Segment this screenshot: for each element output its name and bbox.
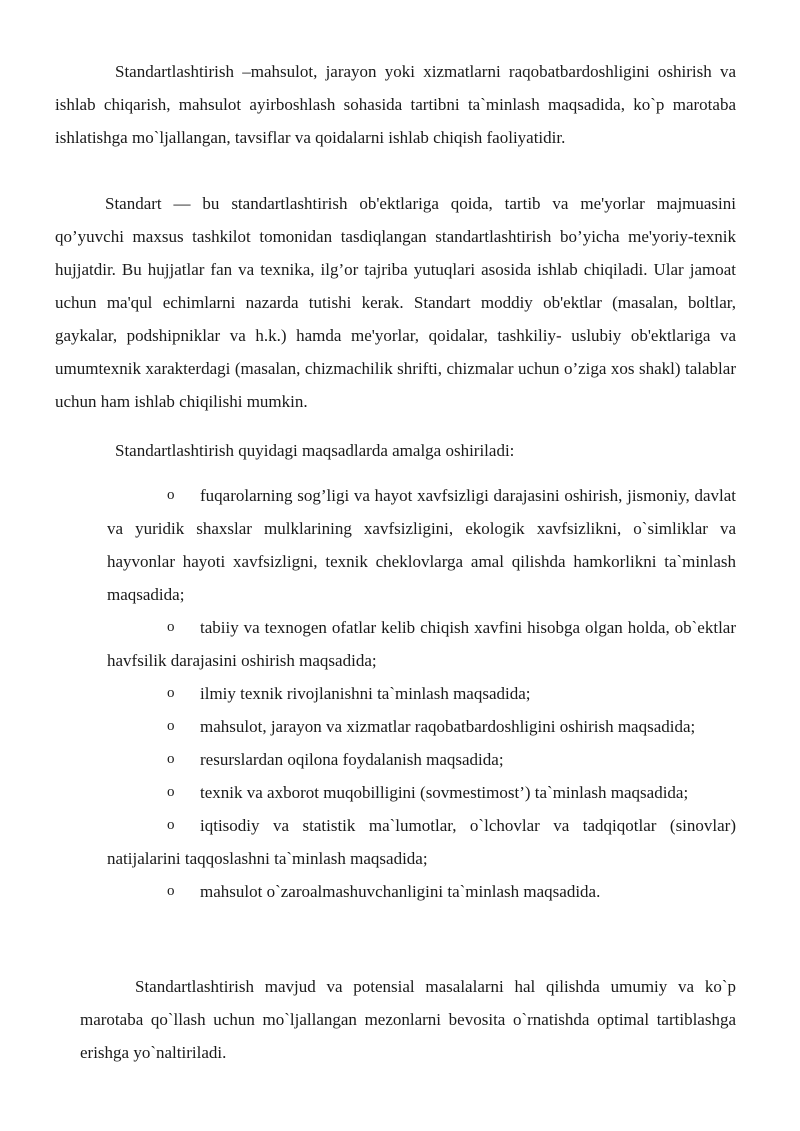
goals-intro: Standartlashtirish quyidagi maqsadlarda amalga oshiriladi: <box>115 441 515 460</box>
list-item-text: ilmiy texnik rivojlanishni ta`minlash maqsadida; <box>200 684 531 703</box>
list-item <box>107 875 736 908</box>
bullet-icon: o <box>167 685 175 701</box>
list-item-text: texnik va axborot muqobilligini (sovmestimost’) ta`minlash maqsadida; <box>200 783 689 802</box>
list-item <box>107 611 736 677</box>
list-item <box>107 809 736 875</box>
bullet-icon: o <box>167 487 175 503</box>
list-item-text: mahsulot o`zaroalmashuvchanligini ta`minlash maqsadida. <box>200 882 601 901</box>
bullet-icon: o <box>167 751 175 767</box>
list-item-text: iqtisodiy va statistik ma`lumotlar, o`lchovlar va tadqiqotlar (sinovlar) natijalarini taqqoslashni ta`minlash maqsadida; <box>107 816 736 868</box>
list-item <box>107 776 736 809</box>
conclusion-paragraph: Standartlashtirish mavjud va potensial masalalarni hal qilishda umumiy va ko`p marotaba qo`llash uchun mo`ljallangan mezonlarni bevosita o`rnatishda optimal tartiblashga erishga yo`naltiriladi. <box>80 977 736 1062</box>
list-item-text: tabiiy va texnogen ofatlar kelib chiqish xavfini hisobga olgan holda, ob`ektlar havfsilik darajasini oshirish maqsadida; <box>107 618 736 670</box>
bullet-icon: o <box>167 817 175 833</box>
bullet-icon: o <box>167 718 175 734</box>
bullet-icon: o <box>167 784 175 800</box>
bullet-icon: o <box>167 619 175 635</box>
list-item-text: fuqarolarning sog’ligi va hayot xavfsizligi darajasini oshirish, jismoniy, davlat va yuridik shaxslar mulklarining xavfsizligini, ekologik xavfsizlikni, o`simliklar va hayvonlar hayoti xavfsizligni, texnik cheklovlarga amal qilishda hamkorlikni ta`minlash maqsadida; <box>107 486 736 604</box>
list-item-text: mahsulot, jarayon va xizmatlar raqobatbardoshligini oshirish maqsadida; <box>200 717 696 736</box>
list-item <box>107 479 736 611</box>
list-item <box>107 743 736 776</box>
definition-paragraph: Standartlashtirish –mahsulot, jarayon yoki xizmatlarni raqobatbardoshligini oshirish va ishlab chiqarish, mahsulot ayirboshlash sohasida tartibni ta`minlash maqsadida, ko`p marotaba ishlatishga mo`ljallangan, tavsiflar va qoidalarni ishlab chiqish faoliyatidir. <box>55 62 736 147</box>
list-item <box>107 710 736 743</box>
standard-paragraph: Standart — bu standartlashtirish ob'ektlariga qoida, tartib va me'yorlar majmuasini qo’yuvchi maxsus tashkilot tomonidan tasdiqlangan standartlashtirish bo’yicha me'yoriy-texnik hujjatdir. Bu hujjatlar fan va texnika, ilg’or tajriba yutuqlari asosida ishlab chiqiladi. Ular jamoat uchun ma'qul echimlarni nazarda tutishi kerak. Standart moddiy ob'ektlar (masalan, boltlar, gaykalar, podshipniklar va h.k.) hamda me'yorlar, qoidalar, tashkiliy- uslubiy ob'ektlariga va umumtexnik xarakterdagi (masalan, chizmachilik shrifti, chizmalar uchun o’ziga xos shakl) talablar uchun ham ishlab chiqilishi mumkin. <box>55 194 736 411</box>
bullet-icon: o <box>167 883 175 899</box>
list-item <box>107 677 736 710</box>
list-item-text: resurslardan oqilona foydalanish maqsadida; <box>200 750 504 769</box>
goals-list <box>107 479 736 908</box>
